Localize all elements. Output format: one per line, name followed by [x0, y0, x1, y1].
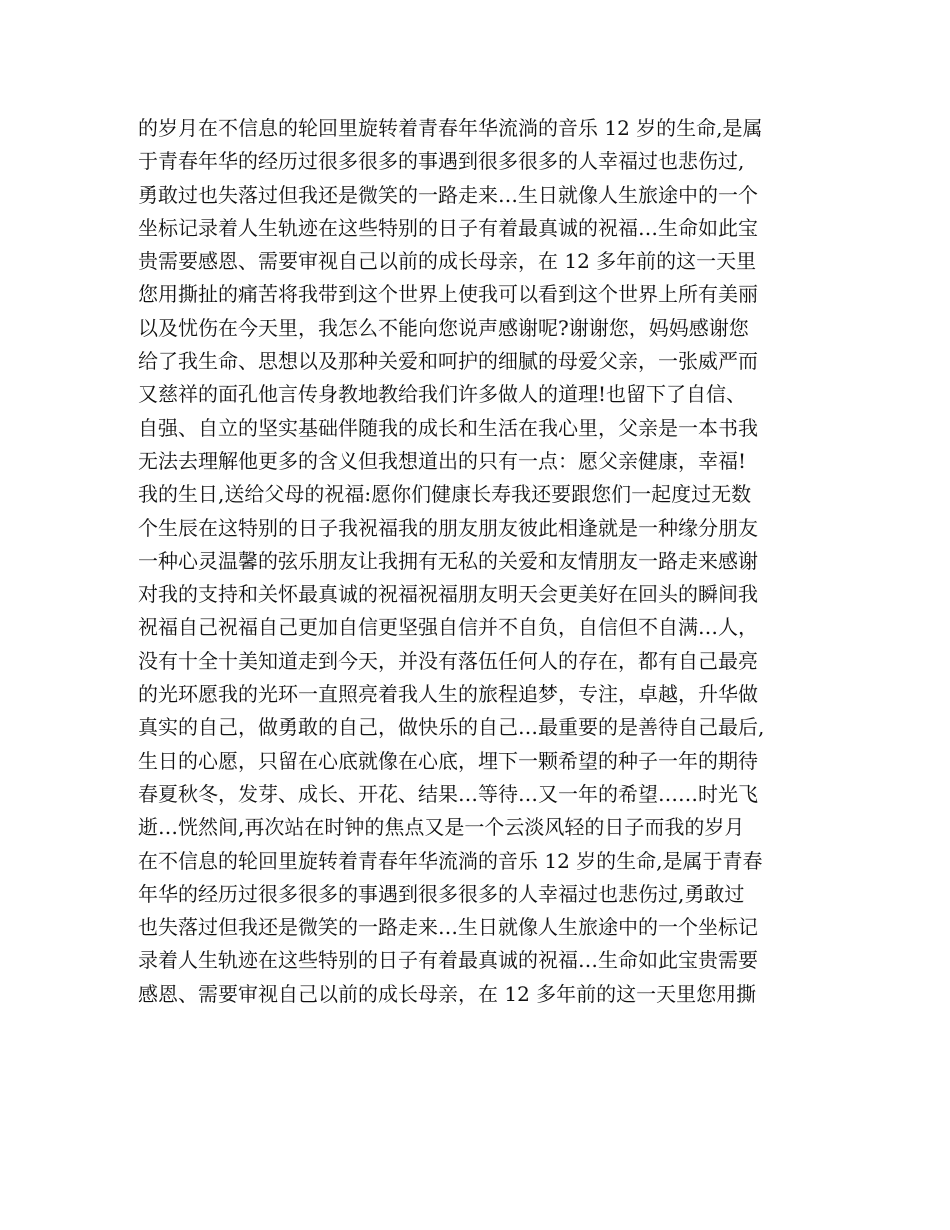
text-line: 春夏秋冬，发芽、成长、开花、结果…等待…又一年的希望……时光飞: [138, 781, 758, 806]
text-line: 也失落过但我还是微笑的一路走来…生日就像人生旅途中的一个坐标记: [138, 915, 758, 940]
text-line: 在不信息的轮回里旋转着青春年华流淌的音乐 12 岁的生命,是属于青春: [138, 848, 763, 873]
text-line: 我的生日,送给父母的祝福:愿你们健康长寿我还要跟您们一起度过无数: [138, 482, 752, 507]
text-line: 您用撕扯的痛苦将我带到这个世界上使我可以看到这个世界上所有美丽: [138, 282, 758, 307]
document-body: [138, 112, 828, 1011]
text-line: 感恩、需要审视自己以前的成长母亲，在 12 多年前的这一天里您用撕: [138, 981, 757, 1006]
text-line: 一种心灵温馨的弦乐朋友让我拥有无私的关爱和友情朋友一路走来感谢: [138, 548, 758, 573]
text-line: 于青春年华的经历过很多很多的事遇到很多很多的人幸福过也悲伤过,: [138, 149, 745, 174]
text-line: 的光环愿我的光环一直照亮着我人生的旅程追梦，专注，卓越，升华做: [138, 682, 758, 707]
text-line: 录着人生轨迹在这些特别的日子有着最真诚的祝福…生命如此宝贵需要: [138, 948, 758, 973]
text-line: 对我的支持和关怀最真诚的祝福祝福朋友明天会更美好在回头的瞬间我: [138, 582, 758, 607]
text-line: 真实的自己，做勇敢的自己，做快乐的自己…最重要的是善待自己最后,: [138, 715, 765, 740]
text-line: 生日的心愿，只留在心底就像在心底，埋下一颗希望的种子一年的期待: [138, 748, 758, 773]
text-line: 祝福自己祝福自己更加自信更坚强自信并不自负，自信但不自满…人，: [138, 615, 758, 640]
text-line: 个生辰在这特别的日子我祝福我的朋友朋友彼此相逢就是一种缘分朋友: [138, 515, 758, 540]
text-line: 的岁月在不信息的轮回里旋转着青春年华流淌的音乐 12 岁的生命,是属: [138, 116, 763, 140]
text-line: 以及忧伤在今天里，我怎么不能向您说声感谢呢?谢谢您，妈妈感谢您: [138, 315, 749, 340]
text-line: 年华的经历过很多很多的事遇到很多很多的人幸福过也悲伤过,勇敢过: [138, 881, 745, 906]
text-line: 坐标记录着人生轨迹在这些特别的日子有着最真诚的祝福…生命如此宝: [138, 215, 758, 240]
text-line: 无法去理解他更多的含义但我想道出的只有一点：愿父亲健康，幸福!: [138, 448, 747, 473]
text-line: 又慈祥的面孔他言传身教地教给我们许多做人的道理!也留下了自信、: [138, 382, 747, 407]
text-line: 自强、自立的坚实基础伴随我的成长和生活在我心里，父亲是一本书我: [138, 415, 758, 440]
text-line: 贵需要感恩、需要审视自己以前的成长母亲，在 12 多年前的这一天里: [138, 249, 757, 274]
text-line: 给了我生命、思想以及那种关爱和呵护的细腻的母爱父亲，一张威严而: [138, 349, 758, 374]
text-line: 勇敢过也失落过但我还是微笑的一路走来…生日就像人生旅途中的一个: [138, 182, 758, 207]
text-line: 逝…恍然间,再次站在时钟的焦点又是一个云淡风轻的日子而我的岁月: [138, 815, 745, 840]
text-line: 没有十全十美知道走到今天，并没有落伍任何人的存在，都有自己最亮: [138, 648, 758, 673]
